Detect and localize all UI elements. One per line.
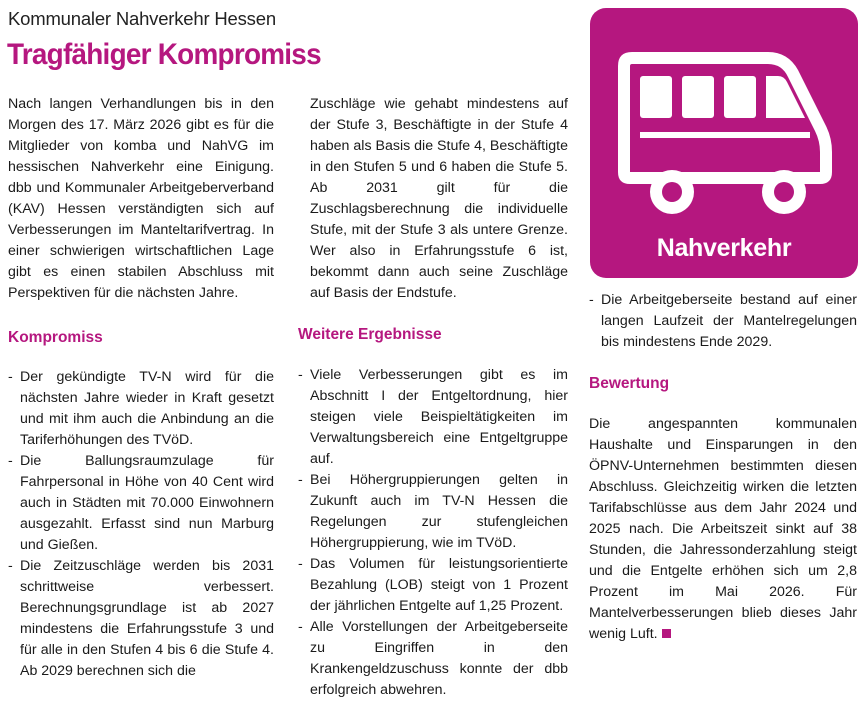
column-3 [589, 290, 857, 645]
list-item: - Bei Höhergruppierungen gelten in Zukunft auch im TV-N Hessen die Regelungen zur stufengleichen Höhergruppierung, wie im TVöD. [298, 470, 568, 554]
kompromiss-continuation: Zuschläge wie gehabt mindestens auf der Stufe 3, Beschäftigte in der Stufe 4 haben als Basis die Stufe 4, Beschäftigte in den Stufen 5 und 6 haben die Stufe 5. Ab 2031 gilt für die Zuschlagsberechnung die individuelle Stufe, mit der Stufe 3 als untere Grenze. Wer also in Erfahrungsstufe 6 ist, bekommt dann auch seine Zuschläge auf Basis der Endstufe. [310, 96, 568, 301]
list-item: - Viele Verbesserungen gibt es im Abschnitt I der Entgeltordnung, hier steigen viele Beispieltätigkeiten im Verwaltungsbereich eine Entgeltgruppe auf. [298, 365, 568, 470]
list-item: - Das Volumen für leistungsorientierte Bezahlung (LOB) steigt von 1 Prozent der jährlichen Entgelte auf 1,25 Prozent. [298, 554, 568, 617]
column-1 [8, 94, 274, 682]
kompromiss-list [8, 367, 274, 682]
weitere-list-continued [589, 290, 857, 353]
bewertung-paragraph [589, 414, 857, 645]
end-mark [662, 629, 671, 638]
section-heading-weitere-ergebnisse: Weitere Ergebnisse [298, 326, 442, 343]
bewertung-text: Die angespannten kommunalen Haushalte und Einsparungen in den ÖPNV-Unternehmen bestimmten diesen Abschluss. Gleichzeitig wirken die letzten Tarifabschlüsse aus dem Jahr 2024 und 2025 nach. Die Arbeitszeit sinkt auf 38 Stunden, die Jahressonderzahlung steigt und die Entgelte erhöhen sich um 2,8 Prozent im Mai 2026. Für Mantelverbesserungen blieb dieses Jahr wenig Luft. [589, 416, 857, 642]
list-item: - Die Arbeitgeberseite bestand auf einer langen Laufzeit der Mantelregelungen bis mindestens Ende 2029. [589, 290, 857, 353]
section-heading-bewertung: Bewertung [589, 375, 670, 392]
column-2 [298, 94, 568, 701]
intro-paragraph: Nach langen Verhandlungen bis in den Morgen des 17. März 2026 gibt es für die Mitglieder von komba und NahVG im hessischen Nahverkehr eine Einigung. dbb und Kommunaler Arbeitgeberverband (KAV) Hessen verständigten sich auf Verbesserungen im Manteltarifvertrag. In einer schwierigen wirtschaftlichen Lage gibt es einen stabilen Abschluss mit Perspektiven für die nächsten Jahre. [8, 96, 274, 301]
list-item: - Der gekündigte TV-N wird für die nächsten Jahre wieder in Kraft gesetzt und mit ihm auch die Anbindung an die Tariferhöhungen des TVöD. [8, 367, 274, 451]
list-item: - Die Zeitzuschläge werden bis 2031 schrittweise verbessert. Berechnungsgrundlage ist ab 2027 mindestens die Erfahrungsstufe 3 und für alle in den Stufen 4 bis 6 die Stufe 4. Ab 2029 berechnen sich die [8, 556, 274, 682]
headline: Tragfähiger Kompromiss [7, 38, 321, 71]
nahverkehr-badge [590, 8, 858, 278]
kicker: Kommunaler Nahverkehr Hessen [8, 8, 276, 29]
section-heading-kompromiss: Kompromiss [8, 329, 103, 346]
list-item: - Alle Vorstellungen der Arbeitgeberseite zu Eingriffen in den Krankengeldzuschuss konnte der dbb erfolgreich abwehren. [298, 617, 568, 701]
weitere-list [298, 365, 568, 701]
list-item: - Die Ballungsraumzulage für Fahrpersonal in Höhe von 40 Cent wird auch in Städten mit 70.000 Einwohnern ausgezahlt. Erfasst sind nun Marburg und Gießen. [8, 451, 274, 556]
badge-label: Nahverkehr [656, 234, 792, 262]
